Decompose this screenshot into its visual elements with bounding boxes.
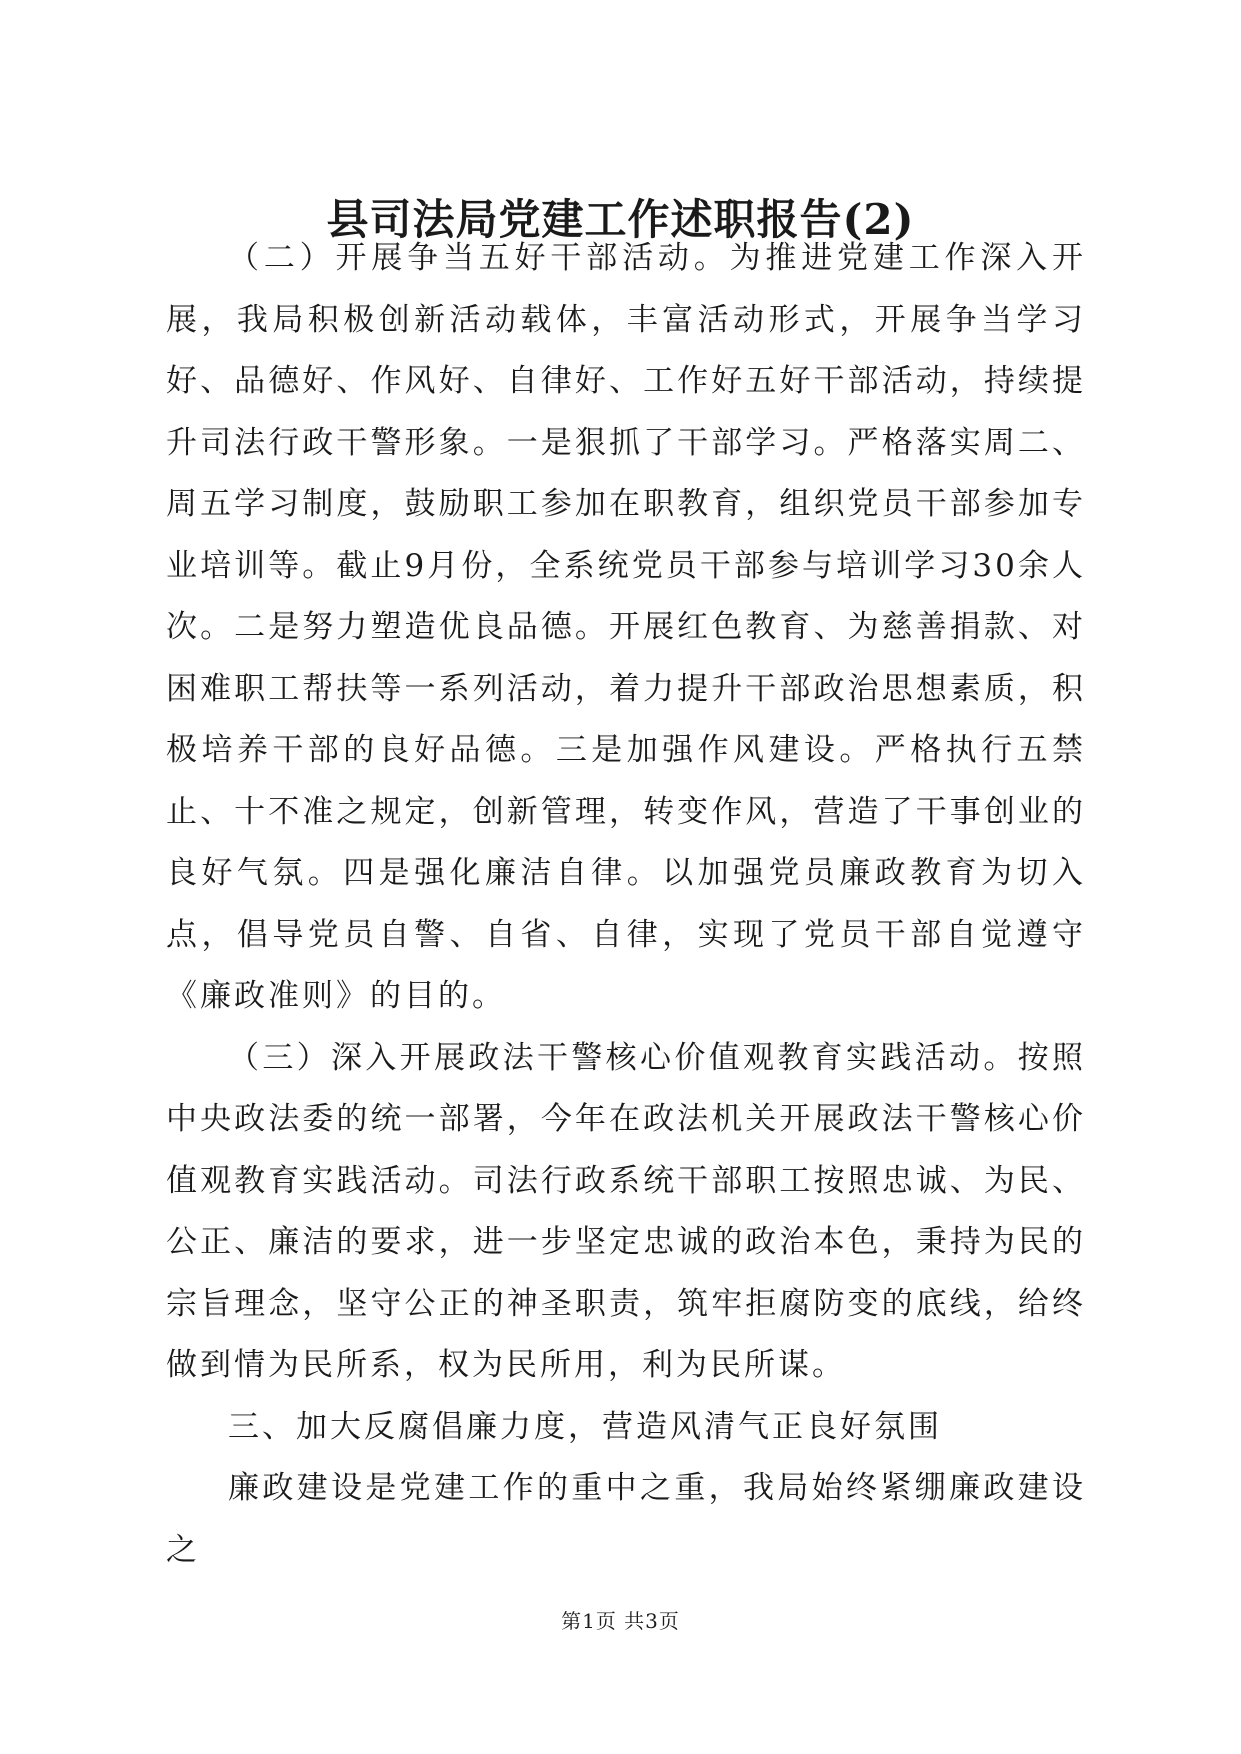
- page-footer: 第1页 共3页: [561, 1609, 680, 1633]
- section-heading: 三、加大反腐倡廉力度，营造风清气正良好氛围: [228, 1408, 942, 1445]
- document-body: [166, 228, 1086, 1581]
- document-title: 县司法局党建工作述职报告(2): [326, 195, 915, 244]
- paragraph-section-3: （三）深入开展政法干警核心价值观教育实践活动。按照中央政法委的统一部署，今年在政法机关开展政法干警核心价值观教育实践活动。司法行政系统干部职工按照忠诚、为民、公正、廉洁的要求，进一步坚定忠诚的政治本色，秉持为民的宗旨理念，坚守公正的神圣职责，筑牢拒腐防变的底线，给终做到情为民所系，权为民所用，利为民所谋。: [166, 1039, 1086, 1383]
- paragraph-anti-corruption: 廉政建设是党建工作的重中之重，我局始终紧绷廉政建设之: [166, 1470, 1086, 1568]
- paragraph-section-2: （二）开展争当五好干部活动。为推进党建工作深入开展，我局积极创新活动载体，丰富活动形式，开展争当学习好、品德好、作风好、自律好、工作好五好干部活动，持续提升司法行政干警形象。一是狠抓了干部学习。严格落实周二、周五学习制度，鼓励职工参加在职教育，组织党员干部参加专业培训等。截止9月份，全系统党员干部参与培训学习30余人次。二是努力塑造优良品德。开展红色教育、为慈善捐款、对困难职工帮扶等一系列活动，着力提升干部政治思想素质，积极培养干部的良好品德。三是加强作风建设。严格执行五禁止、十不准之规定，创新管理，转变作风，营造了干事创业的良好气氛。四是强化廉洁自律。以加强党员廉政教育为切入点，倡导党员自警、自省、自律，实现了党员干部自觉遵守《廉政准则》的目的。: [166, 240, 1086, 1014]
